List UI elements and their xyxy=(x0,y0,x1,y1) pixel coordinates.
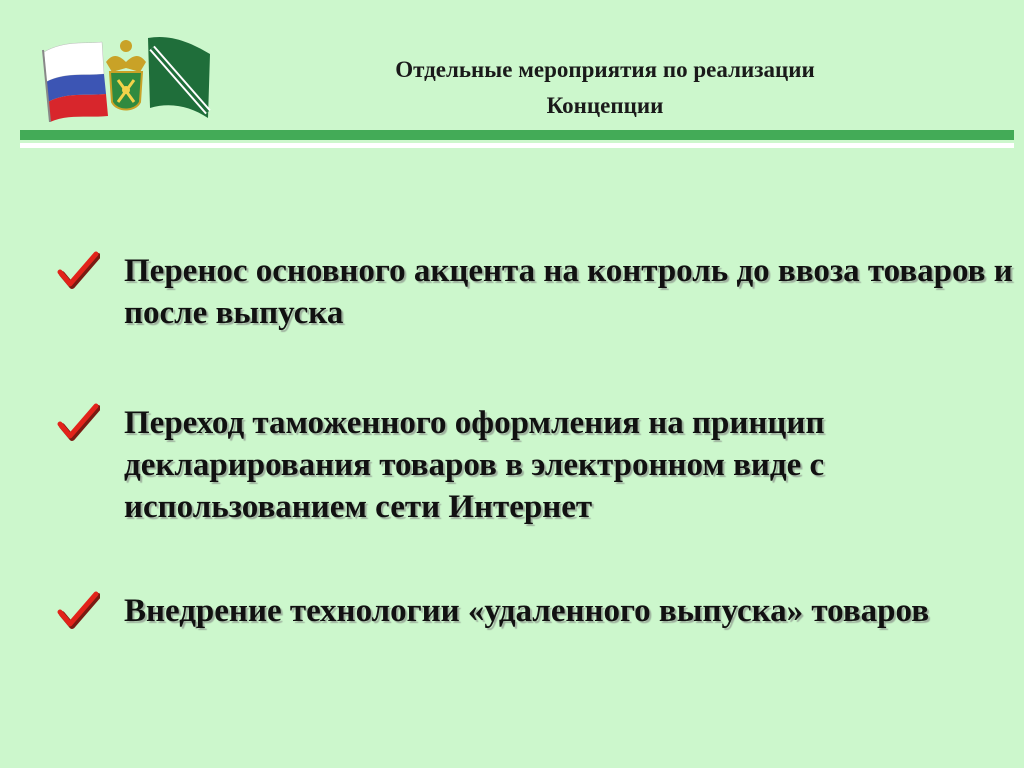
header-divider xyxy=(20,130,1014,140)
page-title xyxy=(240,52,970,124)
list-item xyxy=(56,402,1024,528)
checkmark-icon xyxy=(56,402,100,442)
title-line-2: Концепции xyxy=(546,93,664,118)
list-item xyxy=(56,590,1024,632)
title-line-1: Отдельные мероприятия по реализации xyxy=(395,57,815,82)
header-divider-highlight xyxy=(20,143,1014,148)
checkmark-icon xyxy=(56,250,100,290)
customs-flags-emblem-icon xyxy=(40,32,212,122)
bullet-text: Внедрение технологии «удаленного выпуска» товаров xyxy=(124,593,930,629)
russian-flag-icon xyxy=(43,42,108,122)
double-eagle-emblem-icon xyxy=(106,40,146,110)
bullet-text: Переход таможенного оформления на принцип декларирования товаров в электронном виде с использованием сети Интернет xyxy=(124,405,825,525)
bullet-text: Перенос основного акцента на контроль до ввоза товаров и после выпуска xyxy=(124,253,1013,331)
customs-flag-icon xyxy=(148,37,210,118)
list-item xyxy=(56,250,1024,334)
checkmark-icon xyxy=(56,590,100,630)
